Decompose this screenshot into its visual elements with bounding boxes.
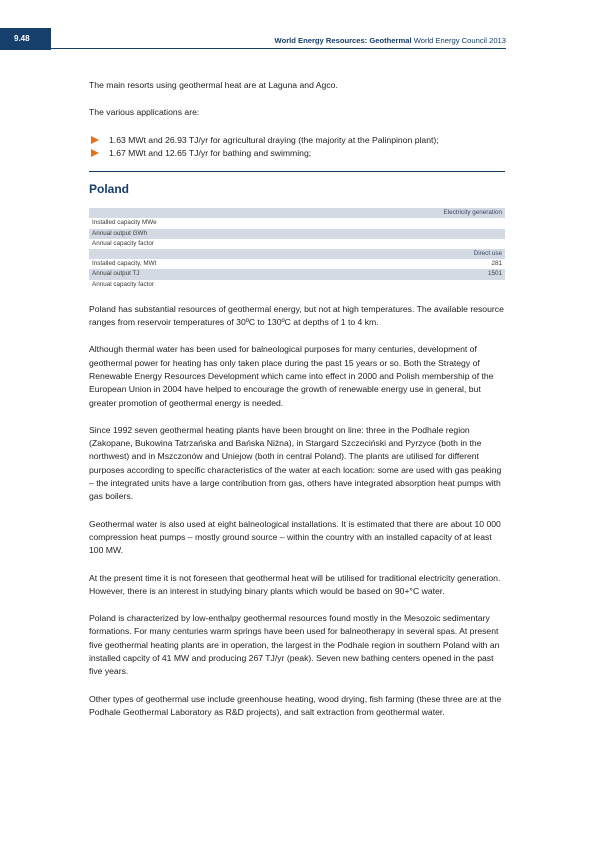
body-paragraph: Poland has substantial resources of geothermal energy, but not at high temperatures. The available resource ranges from reservoir temperatures of 30ºC to 130ºC at depths of 1 to 4 km. [89, 303, 504, 328]
direct-use-header: Direct use [89, 249, 505, 259]
table-row [89, 269, 505, 279]
body-paragraph: Since 1992 seven geothermal heating plants have been brought on line: three in the Podhale region (Zakopane, Bukowina Tatrzańska and Bańska Niżna), in Stargard Szczeciński and Pyrzyce (both in the northwest) and in Mszczonów and Uniejow (both in central Poland). The plants are utilised for different purposes according to specific characteristics of the water at each location: some are used with gas peaking – the integrated units have a large contribution from gas, others have integrated absorption heat pumps with gas boilers. [89, 424, 502, 502]
body-paragraph: Geothermal water is also used at eight balneological installations. It is estimated that there are about 10 000 compression heat pumps – mostly ground source – within the country with an installed capacity of at least 100 MW. [89, 518, 501, 556]
table-row [89, 218, 505, 228]
row-value [413, 218, 505, 228]
row-label: Annual capacity factor [92, 280, 154, 288]
body-paragraph: At the present time it is not foreseen that geothermal heat will be utilised for traditional electricity generation. However, there is an interest in studying binary plants which would be based on 90+°C water. [89, 572, 501, 596]
bullet-arrow-icon [91, 149, 99, 157]
table-row [89, 239, 505, 249]
row-value [413, 239, 505, 249]
running-head [275, 36, 506, 45]
row-label: Installed capacity, MWt [92, 260, 157, 268]
body-paragraph: Poland is characterized by low-enthalpy geothermal resources found mostly in the Mesozoic sedimentary formations. For many centuries warm springs have been used for balneotherapy in several spas. At present five geothermal heating plants are in operation, the largest in the Podhale region in southern Poland with an installed capcity of 41 MW and producing 267 TJ/yr (peak). Seven new bathing centers opened in the past five years. [89, 613, 500, 677]
report-title: World Energy Resources: Geothermal [274, 36, 412, 45]
row-label: Annual output TJ [89, 269, 413, 279]
intro-paragraph: The various applications are: [89, 107, 200, 118]
section-divider [89, 171, 505, 172]
table-row [89, 229, 505, 239]
publisher: World Energy Council 2013 [413, 36, 506, 45]
row-label: Annual output GWh [89, 229, 413, 239]
list-item-text: 1.63 MWt and 26.93 TJ/yr for agricultural draying (the majority at the Palinpinon plant); [109, 134, 439, 145]
row-value: 1501 [413, 269, 505, 279]
list-item [89, 134, 505, 147]
section-title: Poland [89, 182, 130, 197]
table-subheader [89, 249, 505, 259]
row-label: Annual capacity factor [92, 239, 154, 247]
table-subheader [89, 208, 505, 218]
bullet-arrow-icon [91, 136, 99, 144]
intro-paragraph: The main resorts using geothermal heat are at Laguna and Agco. [89, 80, 338, 90]
row-value: 281 [491, 260, 502, 268]
energy-table [89, 208, 505, 290]
body-paragraph: Although thermal water has been used for balneological purposes for many centuries, development of geothermal power for heating has only taken place during the past 15 years or so. Both the Strategy of Renewable Energy Resources Development which came into effect in 2000 and Polish membership of the European Union in 2004 have helped to encourage the growth of renewable energy use in general, but greater promotion of geothermal energy is needed. [89, 344, 494, 408]
row-label: Installed capacity MWe [92, 219, 157, 227]
application-list [89, 134, 505, 161]
page-number: 9.48 [0, 28, 51, 50]
list-item [89, 147, 505, 160]
table-row [89, 259, 505, 269]
body-paragraph: Other types of geothermal use include greenhouse heating, wood drying, fish farming (these three are at the Podhale Geothermal Laboratory as R&D projects), and salt extraction from geothermal water. [89, 693, 502, 717]
table-row [89, 280, 505, 290]
electricity-header: Electricity generation [89, 208, 505, 218]
page-content [89, 79, 505, 719]
list-item-text: 1.67 MWt and 12.65 TJ/yr for bathing and swimming; [109, 147, 312, 158]
row-value [413, 229, 505, 239]
header-rule [51, 48, 506, 49]
row-value [413, 280, 505, 290]
